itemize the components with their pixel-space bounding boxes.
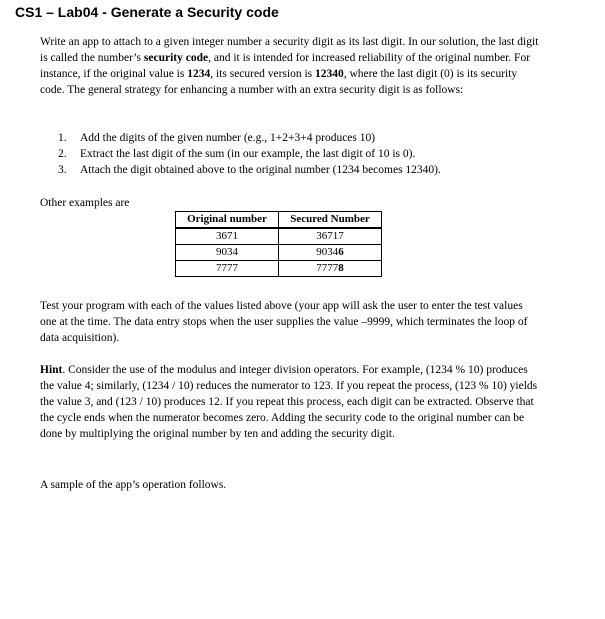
column-header-secured: Secured Number	[279, 212, 382, 229]
list-item	[58, 130, 538, 146]
table-row	[176, 228, 382, 245]
intro-bold-security-code: security code	[143, 52, 209, 64]
table-cell-original: 9034	[176, 245, 279, 261]
step-number: 3.	[58, 164, 67, 176]
intro-text-2: , and it is intended for increased reliability of the original number. For instance, if the original value is	[40, 52, 531, 80]
list-item	[58, 162, 538, 178]
table-header-row	[176, 212, 382, 229]
step-text: Attach the digit obtained above to the original number (1234 becomes 12340).	[80, 164, 441, 176]
hint-label: Hint	[40, 364, 63, 376]
column-header-original: Original number	[176, 212, 279, 229]
table-row	[176, 245, 382, 261]
intro-text-1: Write an app to attach to a given integer number a security digit as its last digit. In our solution, the last digit is called the number’s	[40, 36, 539, 64]
other-examples-label: Other examples are	[40, 197, 130, 209]
steps-list	[58, 130, 538, 178]
intro-bold-original: 1234	[187, 68, 211, 80]
intro-text-4: , where the last digit (0) is its security code. The general strategy for enhancing a number with an extra security digit is as follows:	[40, 68, 518, 96]
examples-table	[175, 211, 382, 277]
sample-paragraph: A sample of the app’s operation follows.	[40, 479, 227, 491]
list-item	[58, 146, 538, 162]
page-title: CS1 – Lab04 - Generate a Security code	[15, 4, 279, 20]
intro-text-3: , its secured version is	[210, 68, 315, 80]
table-cell-secured	[279, 261, 382, 277]
intro-paragraph	[40, 34, 540, 98]
secured-digit: 8	[338, 262, 344, 274]
step-text: Add the digits of the given number (e.g., 1+2+3+4 produces 10)	[80, 132, 376, 144]
hint-paragraph	[40, 362, 540, 442]
table-cell-secured	[279, 245, 382, 261]
table-row	[176, 261, 382, 277]
secured-digit: 7	[338, 230, 344, 242]
secured-base: 7777	[316, 262, 339, 274]
secured-digit: 6	[338, 246, 344, 258]
secured-base: 3671	[316, 230, 339, 242]
step-number: 1.	[58, 132, 67, 144]
secured-base: 9034	[316, 246, 339, 258]
hint-text: . Consider the use of the modulus and integer division operators. For example, (1234 % 10) produces the value 4; similarly, (1234 / 10) reduces the numerator to 123. If you repeat the process, (123 % 10) yields the value 3, and (123 / 10) produces 12. If you repeat this process, each digit can be extracted. Observe that the cycle ends when the numerator becomes zero. Adding the security code to the original number can be done by multiplying the original number by ten and adding the security digit.	[40, 364, 538, 440]
step-text: Extract the last digit of the sum (in our example, the last digit of 10 is 0).	[80, 148, 416, 160]
table-cell-original: 7777	[176, 261, 279, 277]
step-number: 2.	[58, 148, 67, 160]
table-cell-original: 3671	[176, 228, 279, 245]
intro-bold-secured: 12340	[315, 68, 344, 80]
table-cell-secured	[279, 228, 382, 245]
test-paragraph: Test your program with each of the values listed above (your app will ask the user to enter the test values one at the time. The data entry stops when the user supplies the value –9999, which terminates the loop of data acquisition).	[40, 300, 528, 344]
